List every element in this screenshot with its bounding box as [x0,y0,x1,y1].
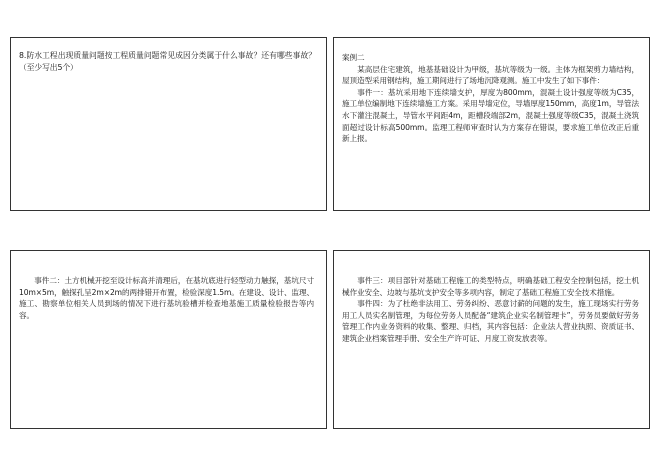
event-one-text: 事件一：基坑采用地下连续墙支护，厚度为800mm，混凝土设计强度等级为C35，施工单位编制地下连续墙施工方案。采用导墙定位，导墙厚度150mm，高度1m，导管法水下灌注混凝土，导管水平间距4m，距槽段端部2m，混凝土强度等级C35，混凝土浇筑面超过设计标高500mm。监理工程师审查时认为方案存在错误，要求施工单位改正后重新上报。 [342,87,639,144]
question-text: 8.防水工程出现质量问题按工程质量问题常见成因分类属于什么事故？还有哪些事故？（至少写出5个） [19,51,316,72]
page-header [0,0,660,8]
question-card [10,37,327,211]
case-title: 案例二 [342,53,365,62]
events-three-four-card [333,250,650,429]
event-two-text: 事件二：土方机械开挖至设计标高并清理后，在基坑底进行轻型动力触探，基坑尺寸10m×5m，触探孔呈2m×2m的两排错开布置，检验深度1.5m。在建设、设计、监理、施工、勘察单位相关人员到场的情况下进行基坑验槽并检查地基施工质量检验报告等内容。 [19,276,314,320]
event-three-text: 事件三：项目部针对基础工程施工的类型特点，明确基础工程安全控制包括，挖土机械作业安全、边坡与基坑支护安全等多项内容，制定了基础工程施工安全技术措施。 [342,276,639,297]
event-two-card [10,250,327,429]
case-intro: 某高层住宅建筑，地基基础设计为甲级，基坑等级为一级。主体为框架剪力墙结构，屋顶造型采用钢结构，施工期间进行了场地沉降观测。施工中发生了如下事件： [342,64,639,86]
event-four-text: 事件四：为了杜绝非法用工、劳务纠纷、恶意讨薪的问题的发生，施工现场实行劳务用工人员实名制管理，为每位劳务人员配备“建筑企业实名制管理卡”，劳务员要做好劳务管理工作内业务资料的收集、整理、归档，其内容包括：企业法人营业执照、资质证书、建筑企业档案管理手册、安全生产许可证、月度工资发放表等。 [342,299,639,343]
case-two-card [333,37,650,211]
